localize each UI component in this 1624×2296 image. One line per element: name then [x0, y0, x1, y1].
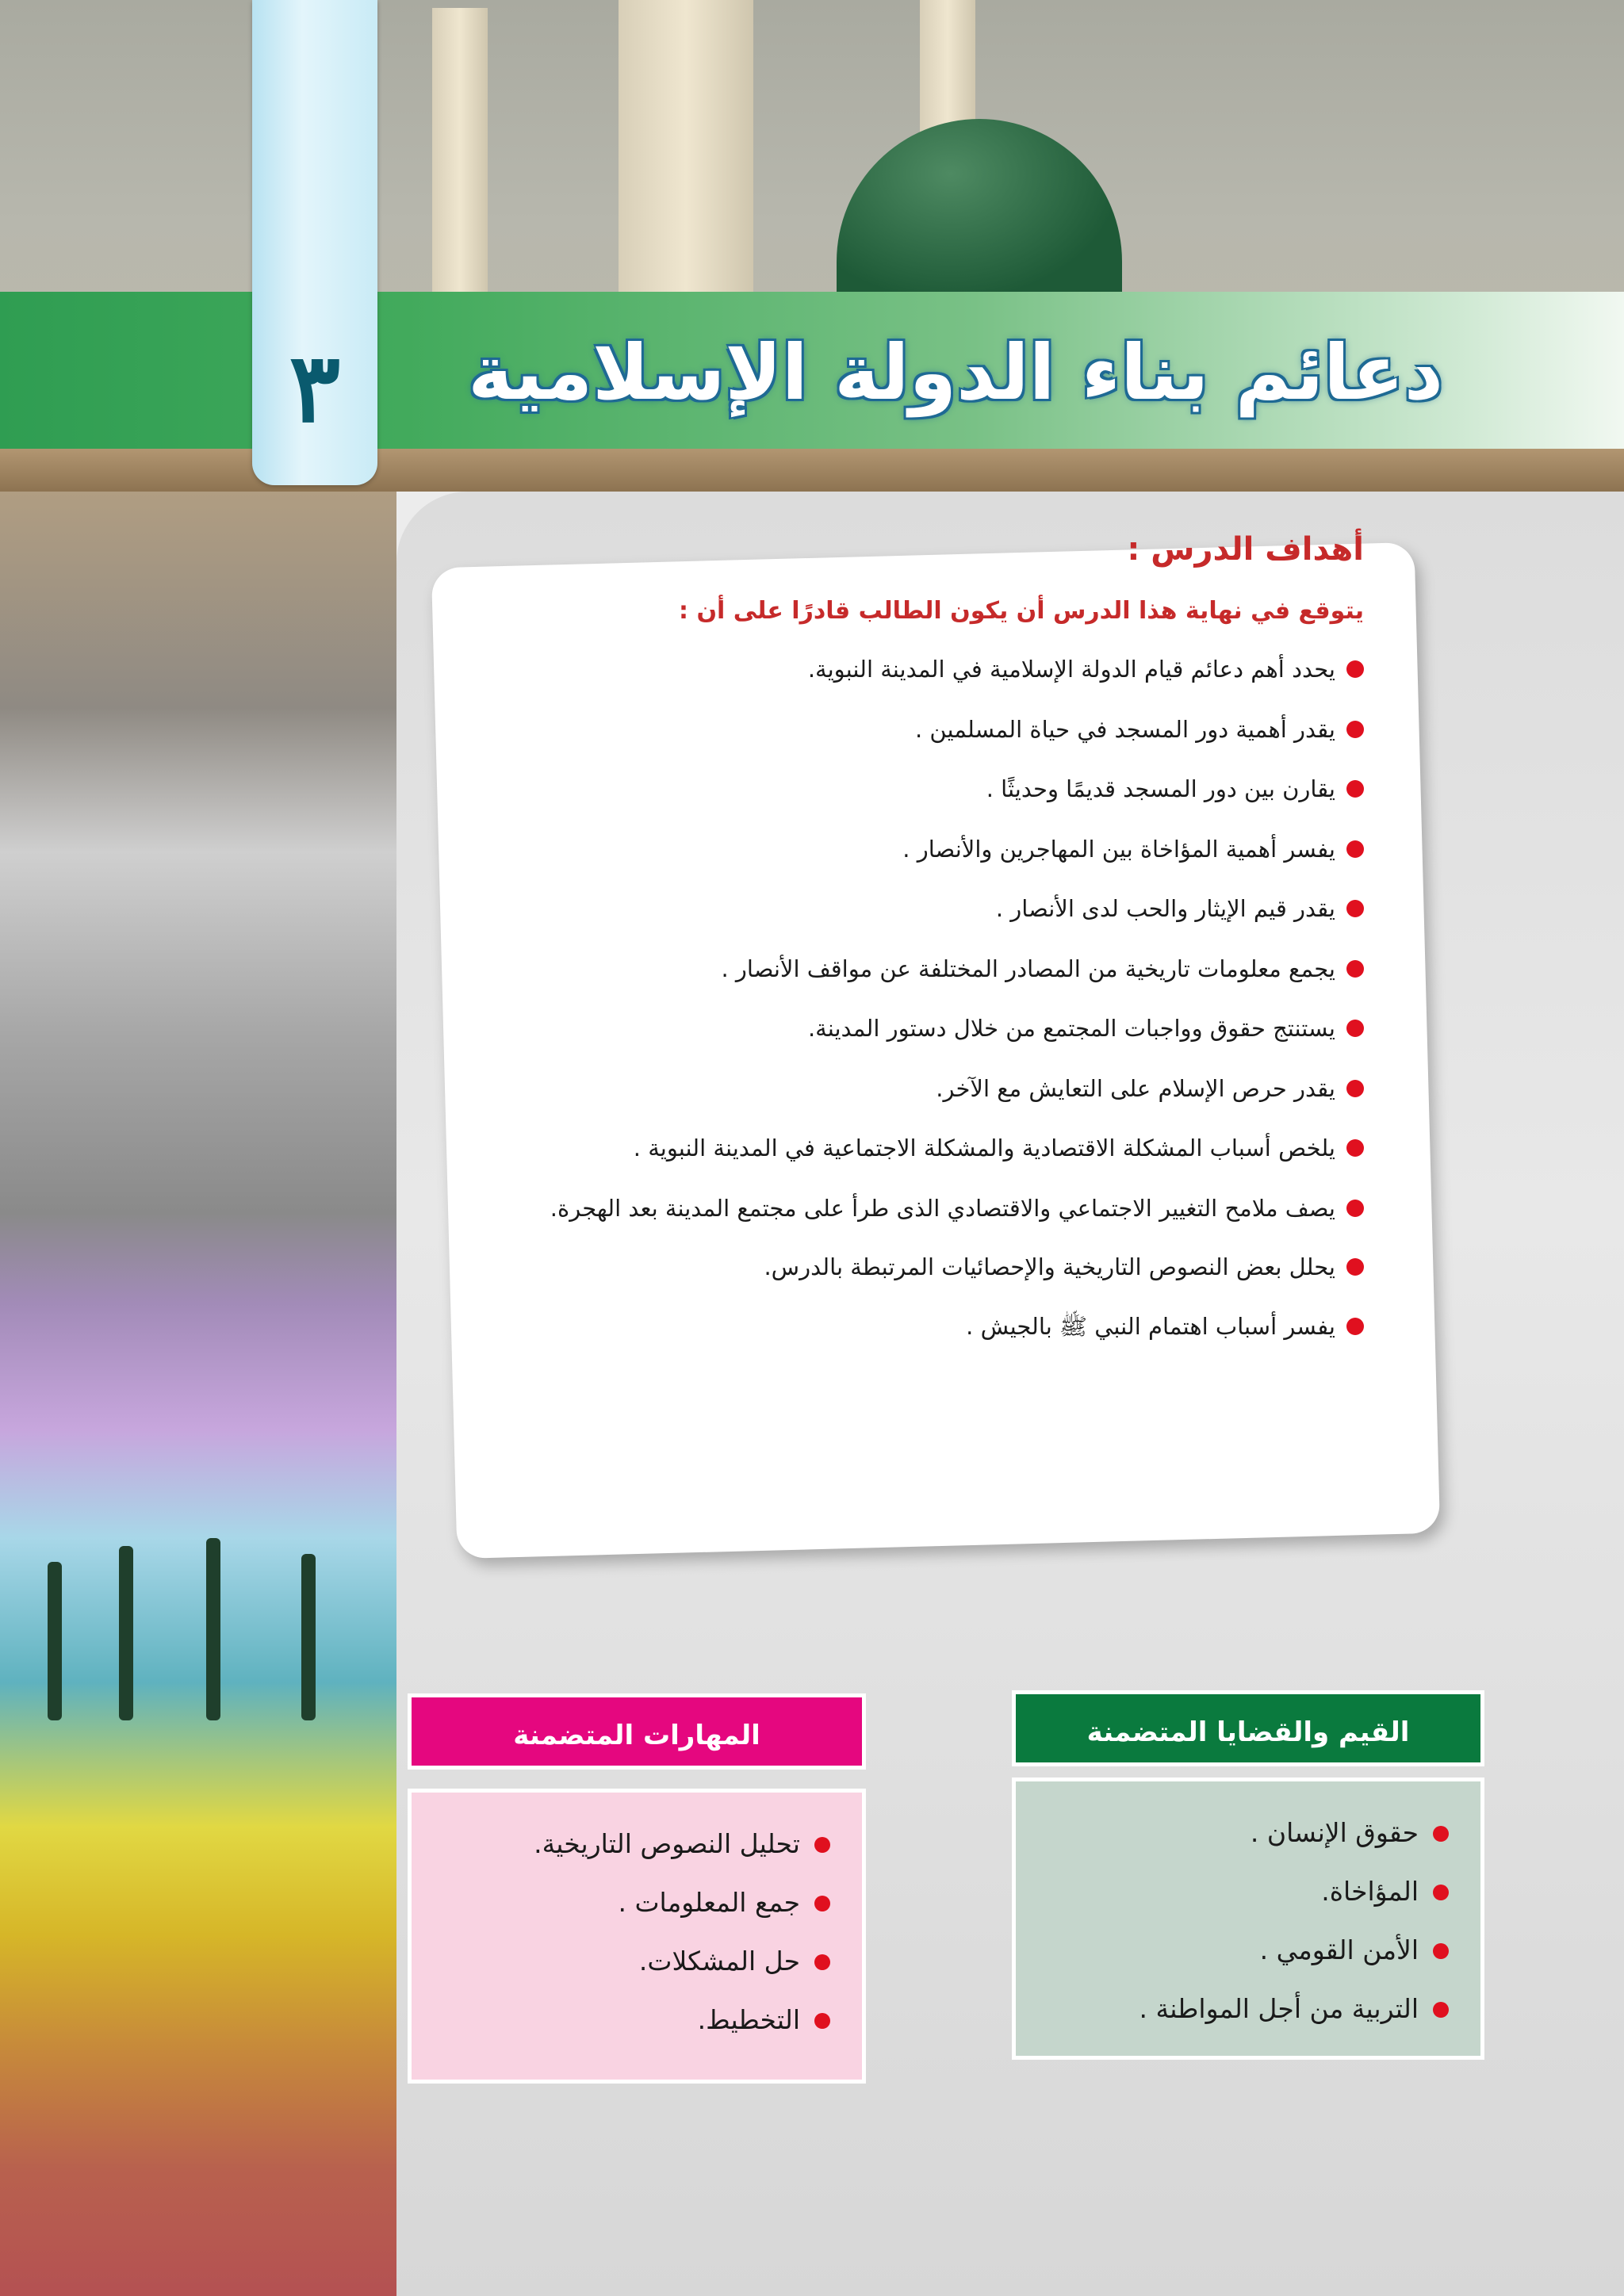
values-item-text: الأمن القومي .: [1259, 1934, 1419, 1965]
values-item-text: التربية من أجل المواطنة .: [1139, 1993, 1419, 2024]
skills-box-header: المهارات المتضمنة: [408, 1693, 866, 1770]
bullet-icon: [1346, 1318, 1364, 1335]
bullet-icon: [1346, 960, 1364, 978]
skills-item-text: تحليل النصوص التاريخية.: [534, 1828, 800, 1859]
objective-item: [460, 939, 1364, 1000]
minaret-center: [619, 0, 753, 293]
objective-item: [460, 1297, 1364, 1357]
values-item-text: المؤاخاة.: [1321, 1876, 1419, 1907]
objective-text: يستنتج حقوق وواجبات المجتمع من خلال دستور المدينة.: [807, 1015, 1335, 1042]
objective-item: [460, 1119, 1364, 1179]
chapter-number: ٣: [289, 332, 341, 444]
bullet-icon: [1346, 840, 1364, 858]
values-item: [1040, 1862, 1449, 1921]
objective-item: [460, 760, 1364, 820]
objective-item: [460, 820, 1364, 880]
values-item: [1040, 1980, 1449, 2038]
skills-item: [435, 1932, 830, 1991]
bullet-icon: [1346, 780, 1364, 798]
green-dome: [837, 119, 1122, 301]
values-list: [1016, 1781, 1480, 2038]
values-item-text: حقوق الإنسان .: [1250, 1817, 1419, 1848]
objective-text: يقدر حرص الإسلام على التعايش مع الآخر.: [936, 1074, 1335, 1102]
objective-text: يجمع معلومات تاريخية من المصادر المختلفة عن مواقف الأنصار .: [721, 955, 1335, 982]
bullet-icon: [1346, 1139, 1364, 1157]
bullet-icon: [1346, 721, 1364, 738]
bullet-icon: [1433, 2002, 1449, 2018]
objective-text: يلخص أسباب المشكلة الاقتصادية والمشكلة الاجتماعية في المدينة النبوية .: [633, 1135, 1335, 1161]
left-illustration-column: [0, 492, 396, 2296]
bullet-icon: [1433, 1885, 1449, 1900]
objective-text: يفسر أسباب اهتمام النبي ﷺ بالجيش .: [966, 1313, 1335, 1340]
values-item: [1040, 1804, 1449, 1862]
objective-text: يقدر أهمية دور المسجد في حياة المسلمين .: [915, 715, 1335, 743]
skills-item: [435, 1991, 830, 2049]
objective-item: [460, 700, 1364, 760]
palm-trunk: [119, 1546, 133, 1720]
bullet-icon: [1346, 1200, 1364, 1217]
objective-item: [460, 640, 1364, 700]
objective-text: يقارن بين دور المسجد قديمًا وحديثًا .: [986, 775, 1335, 802]
objective-item: [460, 879, 1364, 939]
palm-trunk: [301, 1554, 316, 1720]
objectives-list: [460, 640, 1364, 1357]
skills-list: [412, 1793, 862, 2049]
minaret-left: [432, 8, 488, 293]
bullet-icon: [1433, 1943, 1449, 1959]
skills-item-text: حل المشكلات.: [638, 1946, 800, 1976]
objective-item: [460, 1238, 1364, 1298]
values-box-body: [1012, 1777, 1484, 2060]
bullet-icon: [814, 1837, 830, 1853]
palm-trunk: [48, 1562, 62, 1720]
values-box-header: القيم والقضايا المتضمنة: [1012, 1690, 1484, 1766]
bullet-icon: [1346, 1258, 1364, 1276]
skills-item: [435, 1873, 830, 1932]
objective-item: [460, 999, 1364, 1059]
building-strip: [0, 444, 1624, 492]
bullet-icon: [814, 1954, 830, 1970]
skills-item: [435, 1815, 830, 1873]
skills-item-text: جمع المعلومات .: [618, 1887, 800, 1918]
bullet-icon: [1346, 1080, 1364, 1097]
values-item: [1040, 1921, 1449, 1980]
bullet-icon: [1346, 900, 1364, 917]
objective-item: [460, 1059, 1364, 1119]
bullet-icon: [1346, 660, 1364, 678]
objective-text: يصف ملامح التغيير الاجتماعي والاقتصادي الذى طرأ على مجتمع المدينة بعد الهجرة.: [550, 1194, 1335, 1222]
skills-box-body: [408, 1789, 866, 2084]
lesson-title: دعائم بناء الدولة الإسلامية: [468, 328, 1443, 417]
objectives-heading: أهداف الدرس :: [1127, 531, 1364, 568]
objectives-content: [460, 527, 1364, 1357]
objective-text: يحلل بعض النصوص التاريخية والإحصائيات المرتبطة بالدرس.: [764, 1253, 1335, 1280]
objective-text: يقدر قيم الإيثار والحب لدى الأنصار .: [995, 895, 1335, 922]
objective-text: يفسر أهمية المؤاخاة بين المهاجرين والأنصار .: [902, 835, 1335, 863]
bullet-icon: [1433, 1826, 1449, 1842]
objectives-intro: يتوقع في نهاية هذا الدرس أن يكون الطالب قادرًا على أن :: [679, 597, 1364, 625]
bullet-icon: [1346, 1020, 1364, 1037]
objective-text: يحدد أهم دعائم قيام الدولة الإسلامية في المدينة النبوية.: [807, 656, 1335, 683]
bullet-icon: [814, 2013, 830, 2029]
objective-item: [460, 1179, 1364, 1238]
skills-item-text: التخطيط.: [697, 2004, 800, 2035]
bullet-icon: [814, 1896, 830, 1911]
palm-trunk: [206, 1538, 220, 1720]
